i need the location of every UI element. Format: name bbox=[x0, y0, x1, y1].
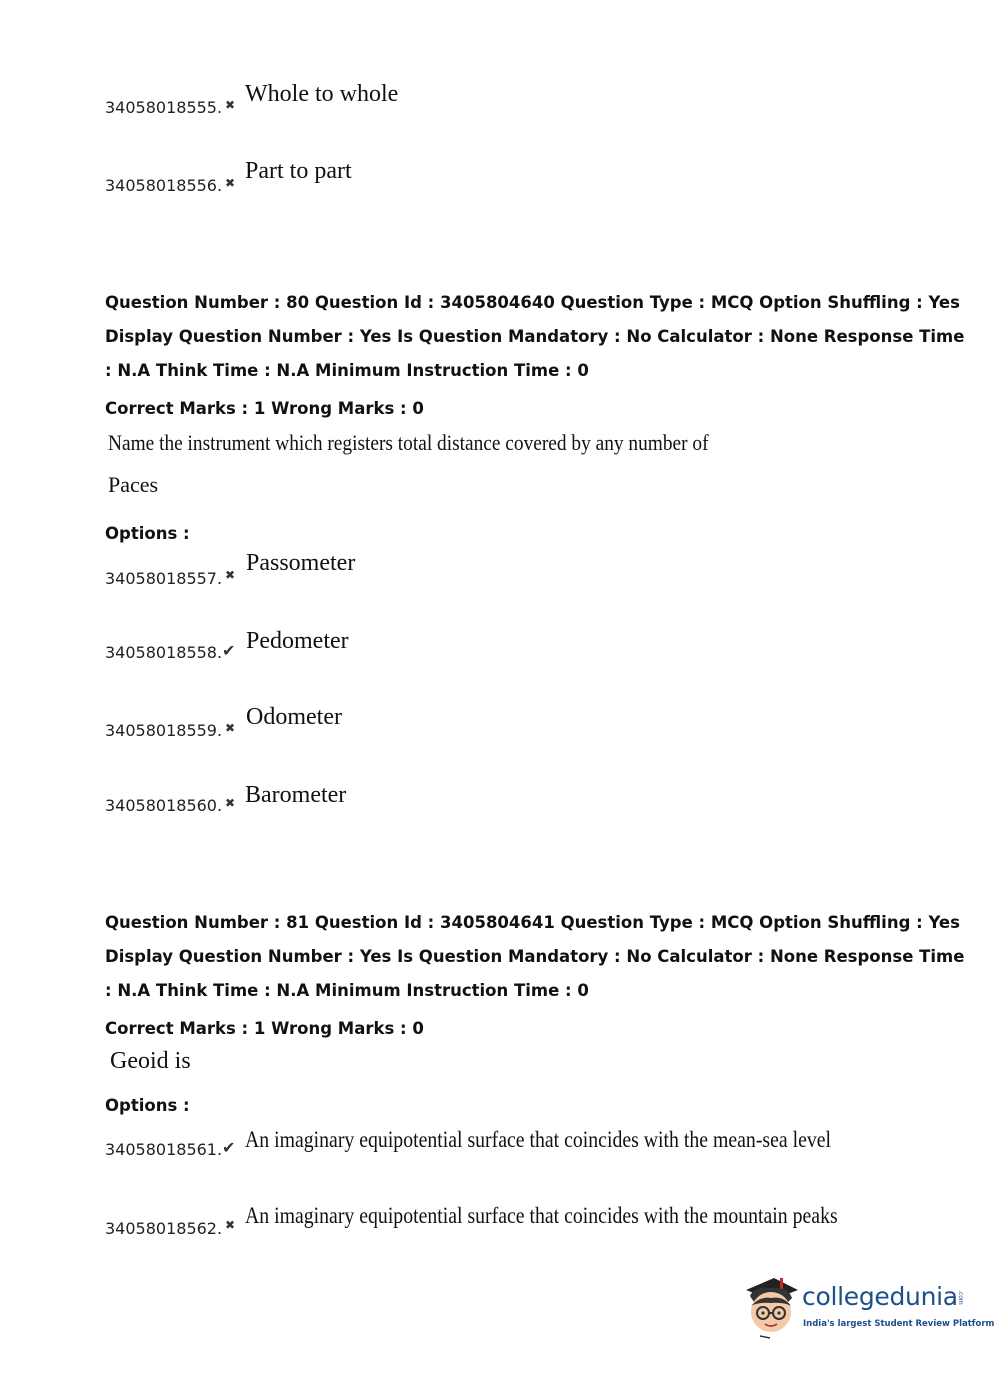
question-meta-line: Display Question Number : Yes Is Question Mandatory : No Calculator : None Response Time bbox=[105, 327, 965, 346]
question-meta-line: Question Number : 80 Question Id : 3405804640 Question Type : MCQ Option Shuffling : Yes bbox=[105, 293, 960, 312]
check-mark-icon: ✔ bbox=[222, 1138, 236, 1157]
question-meta-line: Question Number : 81 Question Id : 3405804641 Question Type : MCQ Option Shuffling : Yes bbox=[105, 913, 960, 932]
mascot-icon bbox=[740, 1272, 802, 1342]
option-text: Passometer bbox=[246, 550, 356, 576]
option-id: 34058018555. bbox=[105, 98, 223, 117]
option-text: Whole to whole bbox=[245, 81, 399, 107]
option-id: 34058018562. bbox=[105, 1219, 223, 1238]
cross-mark-icon: ✖ bbox=[225, 1218, 236, 1232]
logo-domain: .com bbox=[957, 1290, 964, 1305]
question-marks: Correct Marks : 1 Wrong Marks : 0 bbox=[105, 399, 424, 418]
option-id: 34058018557. bbox=[105, 569, 223, 588]
cross-mark-icon: ✖ bbox=[225, 796, 236, 810]
option-text: Odometer bbox=[246, 704, 342, 730]
options-label: Options : bbox=[105, 1096, 190, 1115]
option-text: Barometer bbox=[245, 782, 347, 808]
question-meta-line: : N.A Think Time : N.A Minimum Instruction Time : 0 bbox=[105, 981, 589, 1000]
options-label: Options : bbox=[105, 524, 190, 543]
option-id: 34058018558. bbox=[105, 643, 223, 662]
question-text: Geoid is bbox=[110, 1048, 191, 1074]
question-meta-line: : N.A Think Time : N.A Minimum Instruction Time : 0 bbox=[105, 361, 589, 380]
question-marks: Correct Marks : 1 Wrong Marks : 0 bbox=[105, 1019, 424, 1038]
collegedunia-logo bbox=[740, 1272, 995, 1342]
option-id: 34058018560. bbox=[105, 796, 223, 815]
option-id: 34058018559. bbox=[105, 721, 223, 740]
cross-mark-icon: ✖ bbox=[225, 568, 236, 582]
logo-wordmark: collegedunia bbox=[802, 1282, 958, 1311]
option-text: Part to part bbox=[245, 158, 352, 184]
option-text: Pedometer bbox=[246, 628, 349, 654]
cross-mark-icon: ✖ bbox=[225, 98, 236, 112]
cross-mark-icon: ✖ bbox=[225, 721, 236, 735]
option-id: 34058018561. bbox=[105, 1140, 223, 1159]
option-id: 34058018556. bbox=[105, 176, 223, 195]
option-text: An imaginary equipotential surface that coincides with the mountain peaks bbox=[245, 1203, 838, 1228]
cross-mark-icon: ✖ bbox=[225, 176, 236, 190]
question-meta-line: Display Question Number : Yes Is Question Mandatory : No Calculator : None Response Time bbox=[105, 947, 965, 966]
question-text: Name the instrument which registers total distance covered by any number of bbox=[108, 430, 709, 455]
question-text: Paces bbox=[108, 472, 159, 497]
check-mark-icon: ✔ bbox=[222, 641, 236, 660]
logo-tagline: India's largest Student Review Platform bbox=[803, 1319, 995, 1329]
option-text: An imaginary equipotential surface that coincides with the mean-sea level bbox=[245, 1127, 832, 1152]
